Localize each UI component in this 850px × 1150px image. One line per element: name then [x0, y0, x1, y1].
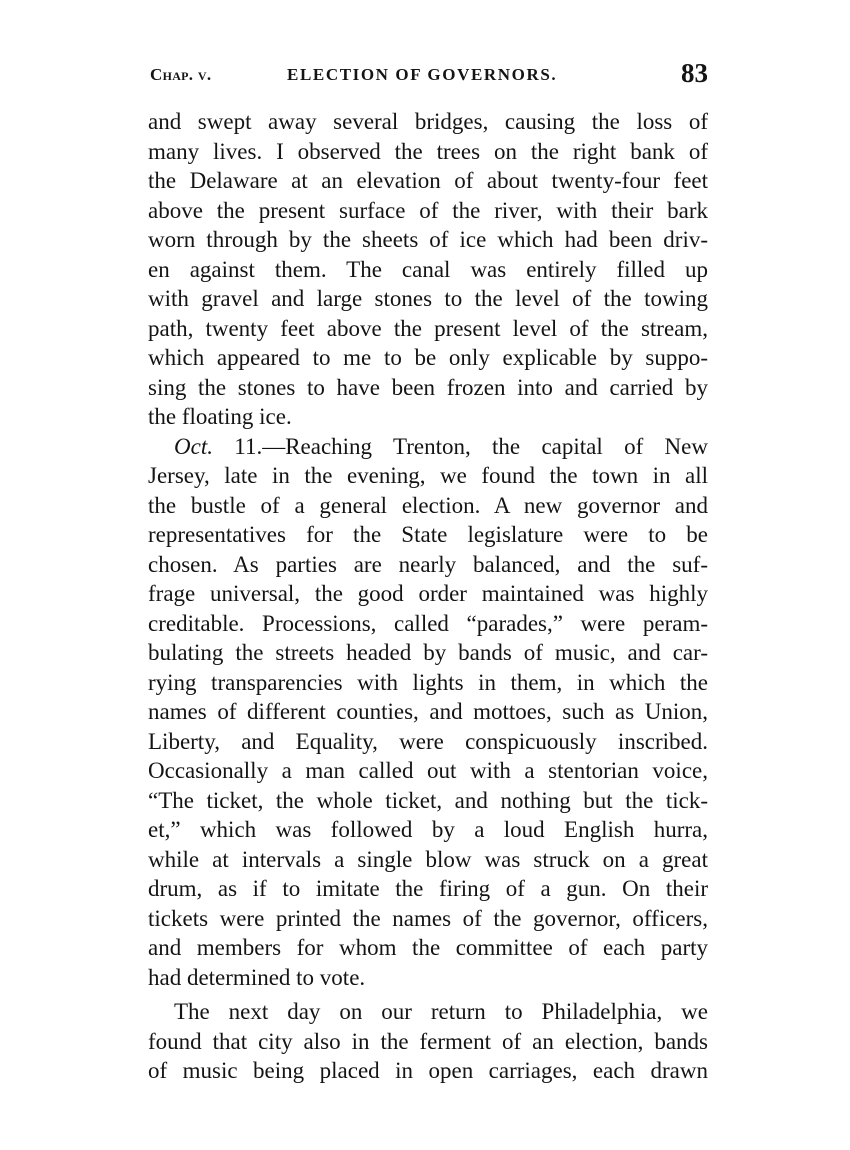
chapter-label: Chap. v.: [150, 65, 212, 84]
text-line: representatives for the State legislature were to be: [148, 522, 708, 547]
text-line: chosen. As parties are nearly balanced, and the suf-: [148, 551, 708, 577]
text-line: bulating the streets headed by bands of music, and car-: [148, 640, 708, 665]
text-line: worn through by the sheets of ice which had been driv-: [148, 227, 708, 252]
text-line: en against them. The canal was entirely filled up: [148, 256, 708, 282]
text-line: Liberty, and Equality, were conspicuously inscribed.: [148, 728, 708, 754]
page-number: 83: [681, 58, 708, 88]
text-line: sing the stones to have been frozen into and carried by: [148, 374, 708, 400]
text-line: names of different counties, and mottoes, such as Union,: [148, 699, 708, 724]
text-line: et,” which was followed by a loud English hurra,: [148, 817, 708, 842]
text-line: the floating ice.: [148, 404, 292, 429]
text-line: Jersey, late in the evening, we found the town in all: [148, 463, 708, 488]
text-line: with gravel and large stones to the level of the towing: [148, 286, 708, 311]
text-line: the bustle of a general election. A new governor and: [148, 492, 708, 518]
text-line: and swept away several bridges, causing the loss of: [148, 109, 708, 134]
text-line: of music being placed in open carriages, each drawn: [148, 1058, 708, 1083]
text-line: path, twenty feet above the present level of the stream,: [148, 315, 708, 341]
running-title: ELECTION OF GOVERNORS.: [287, 65, 558, 84]
text-line: [148, 432, 708, 462]
text-line: frage universal, the good order maintained was highly: [148, 581, 708, 606]
paragraph: [148, 997, 708, 1086]
text-line: while at intervals a single blow was struck on a great: [148, 846, 708, 872]
paragraph: [148, 107, 708, 432]
body-text: [148, 107, 708, 1086]
text-line: which appeared to me to be only explicable by suppo-: [148, 345, 708, 370]
text-line: tickets were printed the names of the governor, officers,: [148, 905, 708, 931]
text-line: had determined to vote.: [148, 964, 366, 990]
paragraph: [148, 432, 708, 993]
text-line: drum, as if to imitate the firing of a gun. On their: [148, 876, 708, 901]
text-line-rest: 11.—Reaching Trenton, the capital of New: [212, 433, 708, 459]
text-line: above the present surface of the river, with their bark: [148, 197, 708, 223]
text-line: and members for whom the committee of each party: [148, 935, 708, 960]
text-line: the Delaware at an elevation of about twenty-four feet: [148, 168, 708, 193]
date-lead: Oct.: [174, 433, 213, 459]
running-head: [150, 58, 708, 92]
text-line: rying transparencies with lights in them, in which the: [148, 669, 708, 695]
text-line: The next day on our return to Philadelphia, we: [174, 999, 708, 1024]
text-line: found that city also in the ferment of an election, bands: [148, 1028, 708, 1054]
text-line: many lives. I observed the trees on the right bank of: [148, 138, 708, 164]
text-line: Occasionally a man called out with a stentorian voice,: [148, 758, 708, 783]
text-line: creditable. Processions, called “parades,” were peram-: [148, 610, 708, 636]
text-line: “The ticket, the whole ticket, and nothing but the tick-: [148, 787, 708, 813]
